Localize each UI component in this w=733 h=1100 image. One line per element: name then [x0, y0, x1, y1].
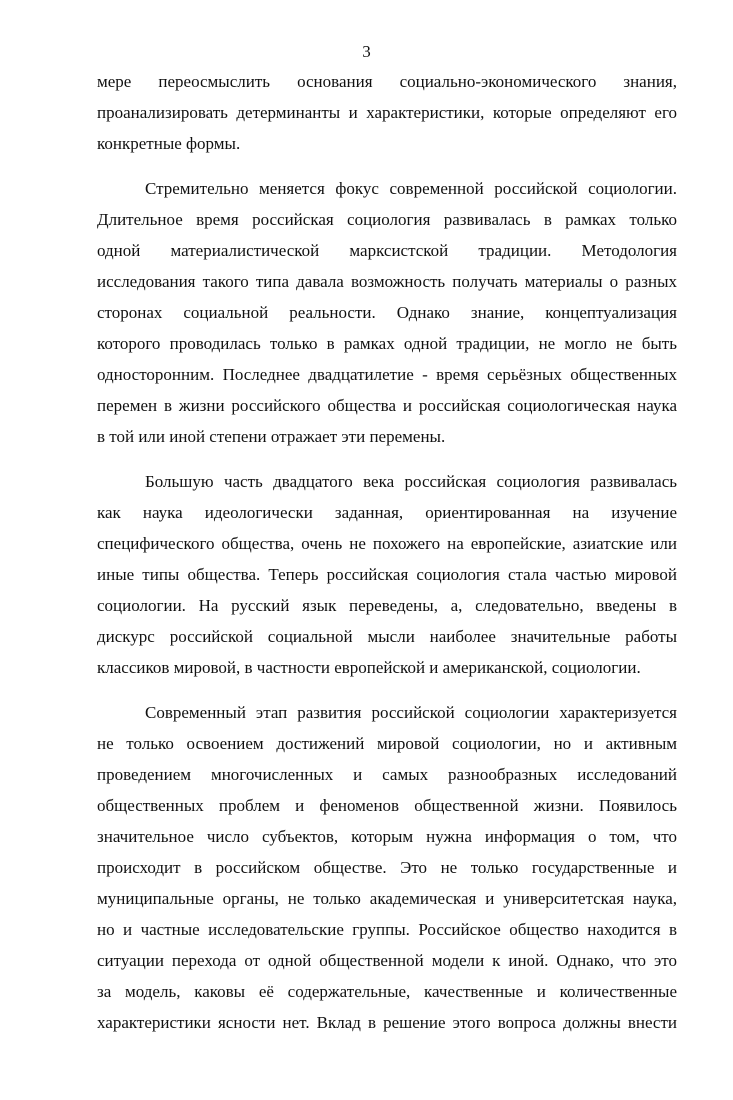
text-line: Большую часть двадцатого века российская социология развивалась: [145, 472, 677, 491]
text-line: Стремительно меняется фокус современной российской социологии.: [145, 179, 677, 198]
text-line: специфического общества, очень не похожего на европейские, азиатские или: [97, 534, 677, 553]
text-line: характеристики ясности нет. Вклад в решение этого вопроса должны внести: [97, 1013, 677, 1032]
text-line: Длительное время российская социология развивалась в рамках только: [97, 210, 677, 229]
text-line: общественных проблем и феноменов общественной жизни. Появилось: [97, 796, 677, 815]
text-line: значительное число субъектов, которым нужна информация о том, что: [97, 827, 677, 846]
text-line: происходит в российском обществе. Это не только государственные и: [97, 858, 677, 877]
text-line: перемен в жизни российского общества и российская социологическая наука: [97, 396, 677, 415]
text-line: муниципальные органы, не только академическая и университетская наука,: [97, 889, 677, 908]
paragraph-3: [97, 466, 677, 683]
text-line: в той или иной степени отражает эти перемены.: [97, 427, 446, 446]
text-line: которого проводилась только в рамках одной традиции, не могло не быть: [97, 334, 677, 353]
text-line: за модель, каковы её содержательные, качественные и количественные: [97, 982, 677, 1001]
text-line: Современный этап развития российской социологии характеризуется: [145, 703, 677, 722]
text-line: ситуации перехода от одной общественной модели к иной. Однако, что это: [97, 951, 677, 970]
text-line: мере переосмыслить основания социально-экономического знания,: [97, 72, 677, 91]
text-line: односторонним. Последнее двадцатилетие - время серьёзных общественных: [97, 365, 677, 384]
paragraph-4: [97, 697, 677, 1038]
text-line: исследования такого типа давала возможность получать материалы о разных: [97, 272, 677, 291]
text-line: одной материалистической марксистской традиции. Методология: [97, 241, 677, 260]
text-line: но и частные исследовательские группы. Российское общество находится в: [97, 920, 677, 939]
paragraph-2: [97, 173, 677, 452]
text-line: не только освоением достижений мировой социологии, но и активным: [97, 734, 677, 753]
page-number: 3: [362, 42, 371, 61]
text-line: конкретные формы.: [97, 134, 241, 153]
text-line: дискурс российской социальной мысли наиболее значительные работы: [97, 627, 677, 646]
text-line: классиков мировой, в частности европейской и американской, социологии.: [97, 658, 641, 677]
body-text: [97, 66, 677, 1038]
text-line: сторонах социальной реальности. Однако знание, концептуализация: [97, 303, 677, 322]
text-line: проведением многочисленных и самых разнообразных исследований: [97, 765, 677, 784]
text-line: как наука идеологически заданная, ориентированная на изучение: [97, 503, 677, 522]
text-line: иные типы общества. Теперь российская социология стала частью мировой: [97, 565, 677, 584]
paragraph-1: [97, 66, 677, 159]
text-line: проанализировать детерминанты и характеристики, которые определяют его: [97, 103, 677, 122]
text-line: социологии. На русский язык переведены, а, следовательно, введены в: [97, 596, 677, 615]
